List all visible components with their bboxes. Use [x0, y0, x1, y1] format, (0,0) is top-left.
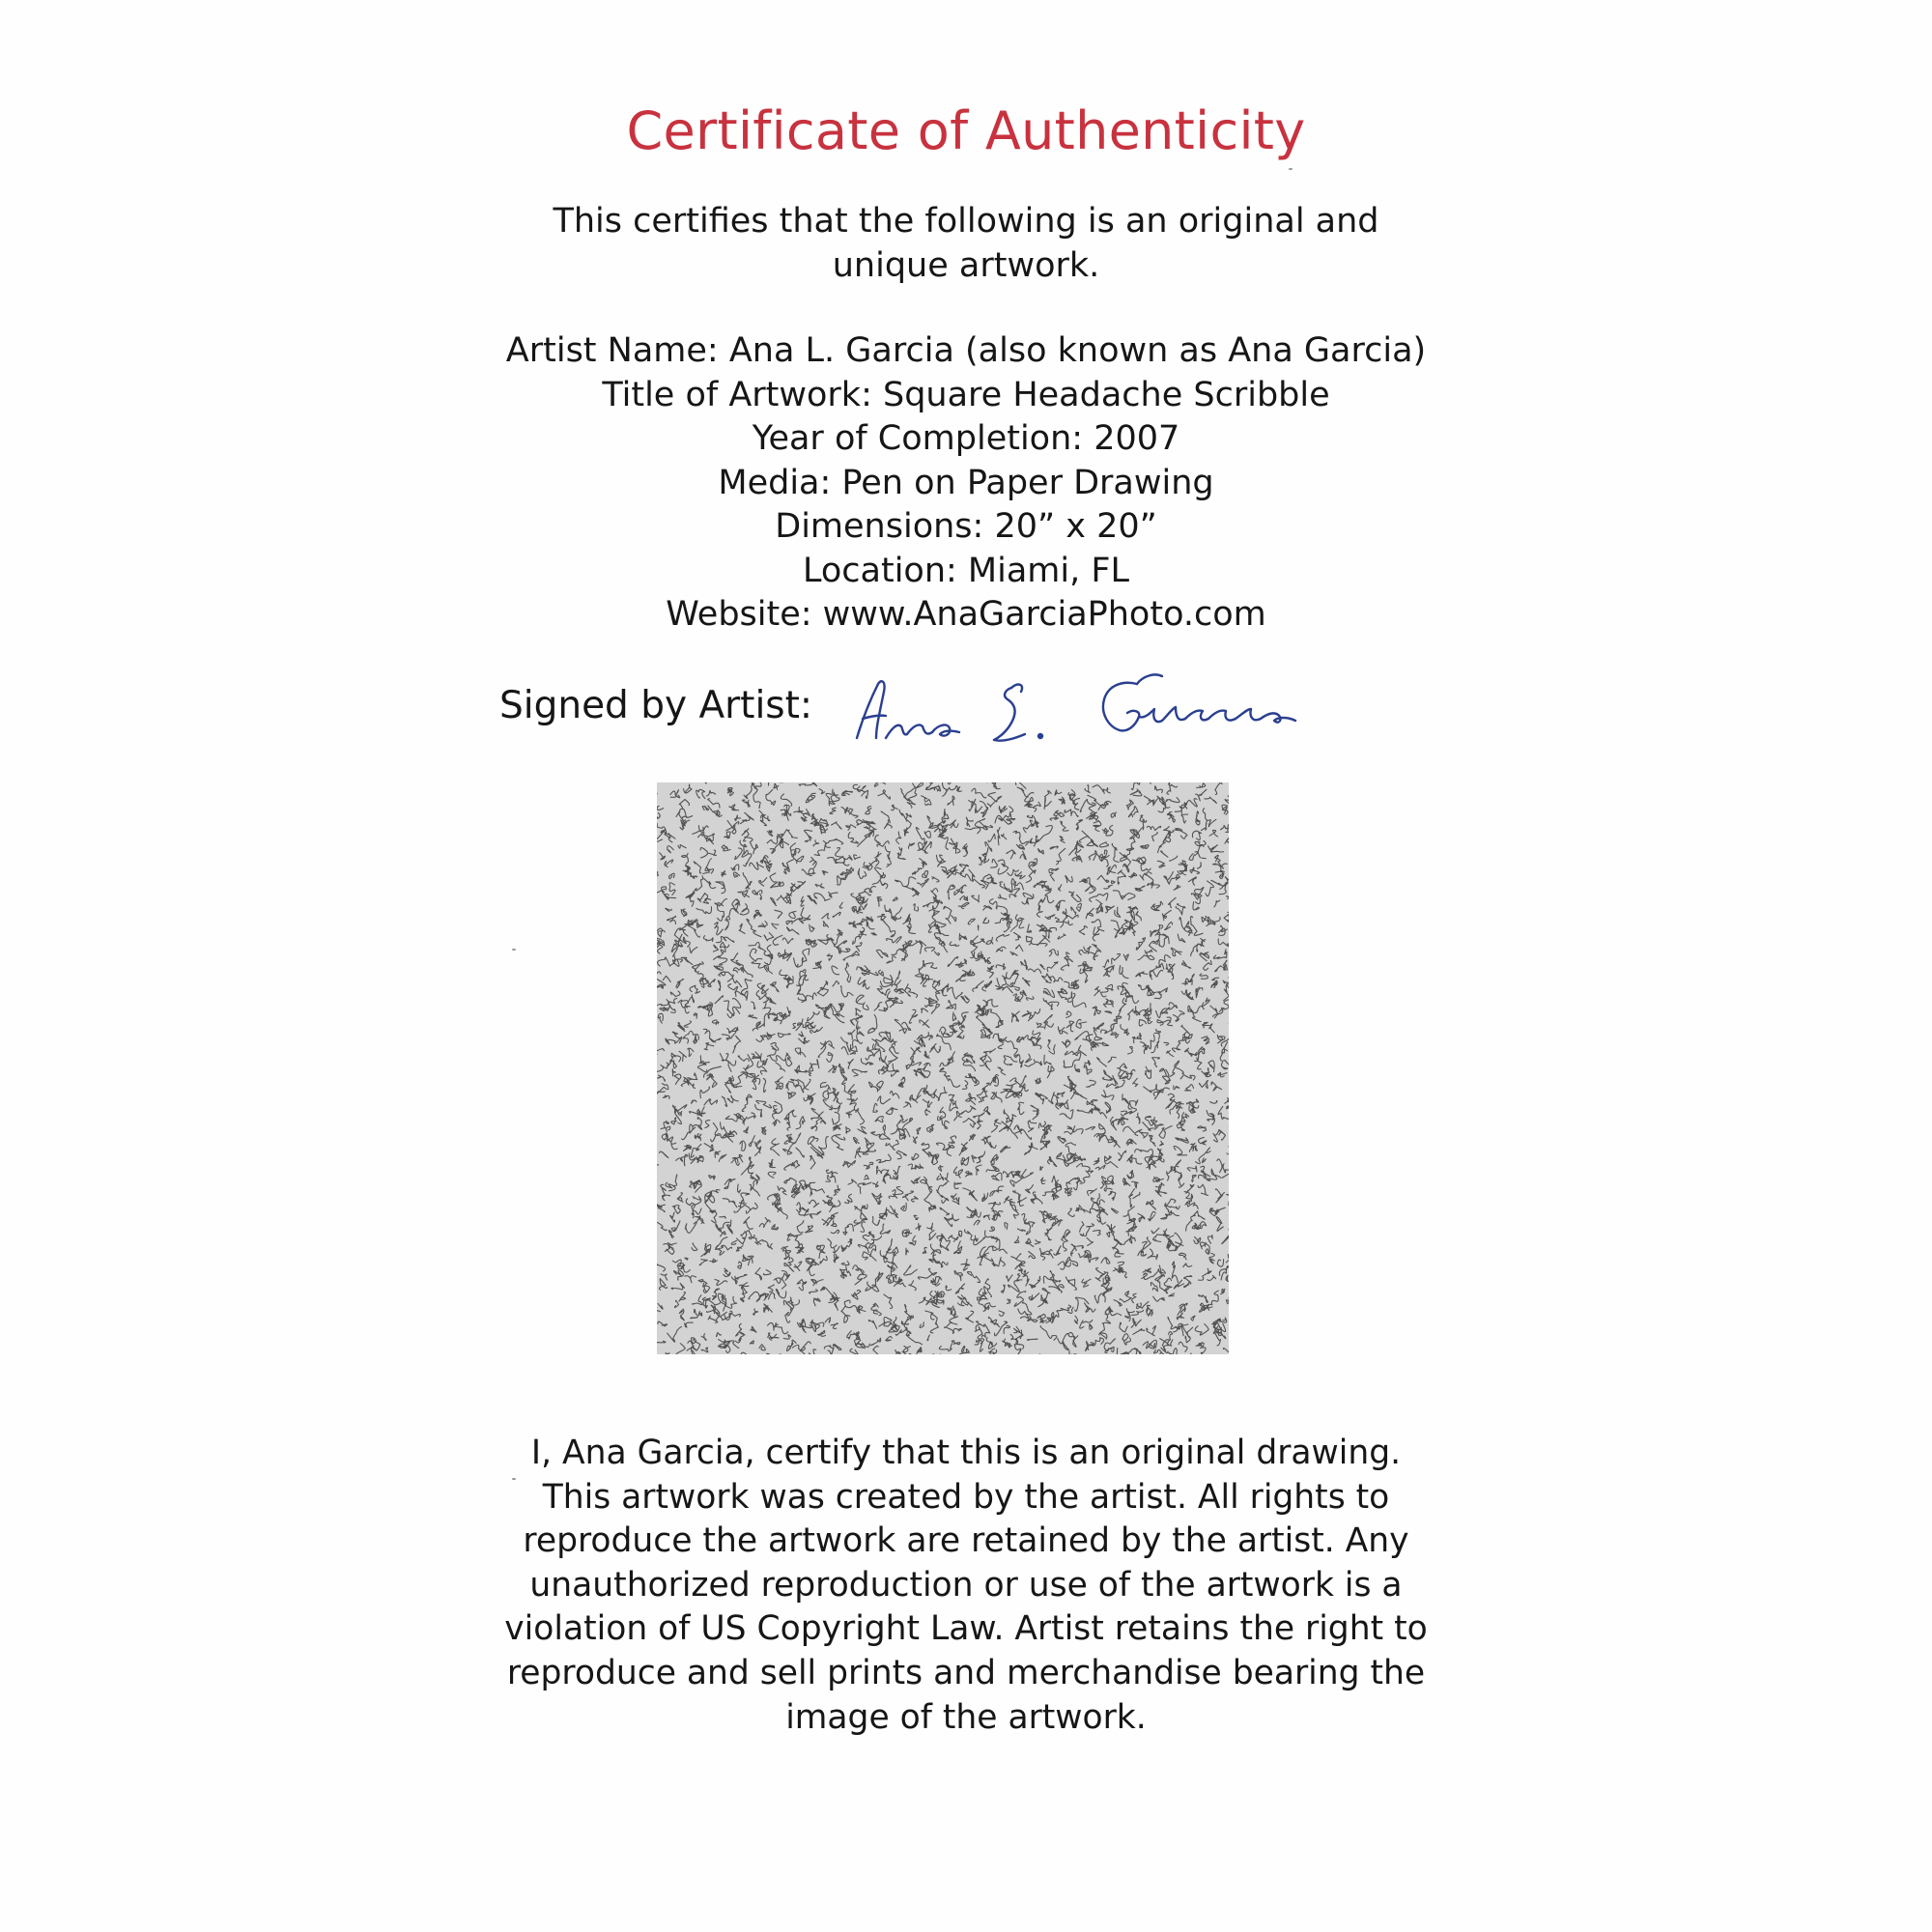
statement-line: image of the artwork. — [785, 1697, 1147, 1737]
paper-speck — [1289, 168, 1293, 170]
detail-media: Media: Pen on Paper Drawing — [718, 463, 1214, 502]
detail-artist-name: Artist Name: Ana L. Garcia (also known as Ana Garcia) — [505, 331, 1427, 370]
artwork-image — [657, 782, 1229, 1354]
statement-line: reproduce the artwork are retained by the artist. Any — [523, 1521, 1409, 1561]
intro-text — [483, 199, 1449, 288]
signature-row — [499, 676, 1369, 744]
signed-by-artist-label: Signed by Artist: — [499, 684, 813, 727]
artwork-details — [386, 329, 1546, 638]
detail-dimensions: Dimensions: 20” x 20” — [775, 507, 1157, 546]
scribble-drawing — [657, 782, 1229, 1354]
paper-speck — [512, 949, 516, 951]
intro-line: This certifies that the following is an original and — [553, 202, 1379, 241]
detail-title-of-artwork: Title of Artwork: Square Headache Scribble — [602, 375, 1330, 414]
intro-line: unique artwork. — [832, 246, 1100, 285]
detail-website: Website: www.AnaGarciaPhoto.com — [666, 595, 1266, 634]
statement-line: violation of US Copyright Law. Artist retains the right to — [504, 1609, 1428, 1649]
certificate-title: Certificate of Authenticity — [626, 100, 1306, 161]
artist-signature — [847, 663, 1340, 754]
paper-speck — [512, 1478, 516, 1480]
statement-line: I, Ana Garcia, certify that this is an original drawing. — [530, 1434, 1402, 1472]
certification-statement — [435, 1432, 1497, 1740]
detail-year-of-completion: Year of Completion: 2007 — [752, 419, 1180, 458]
statement-line: reproduce and sell prints and merchandise bearing the — [506, 1653, 1426, 1692]
statement-line: This artwork was created by the artist. All rights to — [542, 1477, 1390, 1517]
detail-location: Location: Miami, FL — [802, 551, 1130, 590]
statement-line: unauthorized reproduction or use of the artwork is a — [529, 1565, 1403, 1605]
